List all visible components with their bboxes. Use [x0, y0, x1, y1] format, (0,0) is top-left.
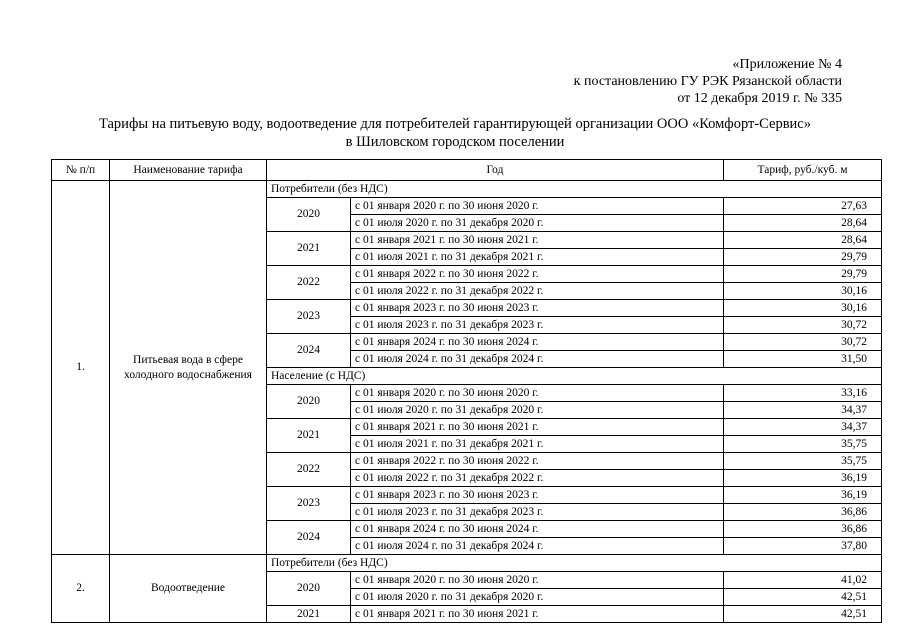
period-cell: с 01 января 2023 г. по 30 июня 2023 г. [351, 300, 724, 317]
period-cell: с 01 января 2024 г. по 30 июня 2024 г. [351, 521, 724, 538]
period-cell: с 01 июля 2022 г. по 31 декабря 2022 г. [351, 470, 724, 487]
year-cell: 2021 [267, 419, 351, 453]
year-cell: 2023 [267, 487, 351, 521]
year-cell: 2023 [267, 300, 351, 334]
period-cell: с 01 января 2023 г. по 30 июня 2023 г. [351, 487, 724, 504]
title-line-1: Тарифы на питьевую воду, водоотведение для потребителей гарантирующей организации ООО «Комфорт-Сервис» [99, 116, 811, 132]
period-cell: с 01 января 2020 г. по 30 июня 2020 г. [351, 385, 724, 402]
section-row [52, 181, 882, 198]
tariff-value: 34,37 [724, 419, 882, 436]
period-cell: с 01 июля 2020 г. по 31 декабря 2020 г. [351, 402, 724, 419]
section-row [52, 555, 882, 572]
tariff-value: 30,16 [724, 300, 882, 317]
year-cell: 2022 [267, 453, 351, 487]
period-cell: с 01 января 2022 г. по 30 июня 2022 г. [351, 266, 724, 283]
tariff-value: 36,19 [724, 470, 882, 487]
appendix-date: от 12 декабря 2019 г. № 335 [677, 91, 842, 106]
tariff-value: 34,37 [724, 402, 882, 419]
tariff-value: 29,79 [724, 249, 882, 266]
period-cell: с 01 июля 2022 г. по 31 декабря 2022 г. [351, 283, 724, 300]
column-header: Наименование тарифа [110, 160, 267, 181]
tariff-value: 41,02 [724, 572, 882, 589]
year-cell: 2024 [267, 521, 351, 555]
appendix-number: «Приложение № 4 [732, 57, 842, 72]
tariff-value: 30,72 [724, 317, 882, 334]
tariff-value: 28,64 [724, 232, 882, 249]
column-header: Тариф, руб./куб. м [724, 160, 882, 181]
year-cell: 2020 [267, 572, 351, 606]
tariff-value: 36,19 [724, 487, 882, 504]
table-header-row [52, 160, 882, 181]
tariff-value: 30,72 [724, 334, 882, 351]
row-number: 2. [52, 555, 110, 623]
tariff-value: 29,79 [724, 266, 882, 283]
column-header: Год [267, 160, 724, 181]
period-cell: с 01 января 2020 г. по 30 июня 2020 г. [351, 572, 724, 589]
tariff-value: 42,51 [724, 606, 882, 623]
consumer-group-label: Потребители (без НДС) [267, 555, 882, 572]
year-cell: 2020 [267, 198, 351, 232]
tariff-value: 35,75 [724, 436, 882, 453]
period-cell: с 01 июля 2020 г. по 31 декабря 2020 г. [351, 215, 724, 232]
tariff-value: 28,64 [724, 215, 882, 232]
tariff-value: 42,51 [724, 589, 882, 606]
title-line-2: в Шиловском городском поселении [345, 134, 565, 150]
consumer-group-label: Население (с НДС) [267, 368, 882, 385]
year-cell: 2020 [267, 385, 351, 419]
tariff-value: 30,16 [724, 283, 882, 300]
tariff-value: 31,50 [724, 351, 882, 368]
table-body [52, 181, 882, 623]
tariff-table [51, 159, 882, 623]
period-cell: с 01 января 2021 г. по 30 июня 2021 г. [351, 419, 724, 436]
tariff-value: 36,86 [724, 521, 882, 538]
tariff-name: Питьевая вода в сфере холодного водоснабжения [110, 181, 267, 555]
period-cell: с 01 июля 2023 г. по 31 декабря 2023 г. [351, 504, 724, 521]
column-header: № п/п [52, 160, 110, 181]
period-cell: с 01 января 2024 г. по 30 июня 2024 г. [351, 334, 724, 351]
tariff-value: 27,63 [724, 198, 882, 215]
tariff-value: 36,86 [724, 504, 882, 521]
document-title [40, 115, 870, 151]
period-cell: с 01 июля 2023 г. по 31 декабря 2023 г. [351, 317, 724, 334]
year-cell: 2024 [267, 334, 351, 368]
period-cell: с 01 июля 2020 г. по 31 декабря 2020 г. [351, 589, 724, 606]
period-cell: с 01 января 2022 г. по 30 июня 2022 г. [351, 453, 724, 470]
appendix-header [574, 56, 842, 107]
period-cell: с 01 июля 2021 г. по 31 декабря 2021 г. [351, 436, 724, 453]
year-cell: 2021 [267, 606, 351, 623]
tariff-value: 37,80 [724, 538, 882, 555]
appendix-resolution: к постановлению ГУ РЭК Рязанской области [573, 74, 842, 89]
period-cell: с 01 января 2021 г. по 30 июня 2021 г. [351, 232, 724, 249]
consumer-group-label: Потребители (без НДС) [267, 181, 882, 198]
year-cell: 2022 [267, 266, 351, 300]
period-cell: с 01 июля 2024 г. по 31 декабря 2024 г. [351, 351, 724, 368]
tariff-name: Водоотведение [110, 555, 267, 623]
row-number: 1. [52, 181, 110, 555]
year-cell: 2021 [267, 232, 351, 266]
tariff-value: 33,16 [724, 385, 882, 402]
tariff-value: 35,75 [724, 453, 882, 470]
period-cell: с 01 января 2021 г. по 30 июня 2021 г. [351, 606, 724, 623]
period-cell: с 01 июля 2021 г. по 31 декабря 2021 г. [351, 249, 724, 266]
period-cell: с 01 июля 2024 г. по 31 декабря 2024 г. [351, 538, 724, 555]
period-cell: с 01 января 2020 г. по 30 июня 2020 г. [351, 198, 724, 215]
